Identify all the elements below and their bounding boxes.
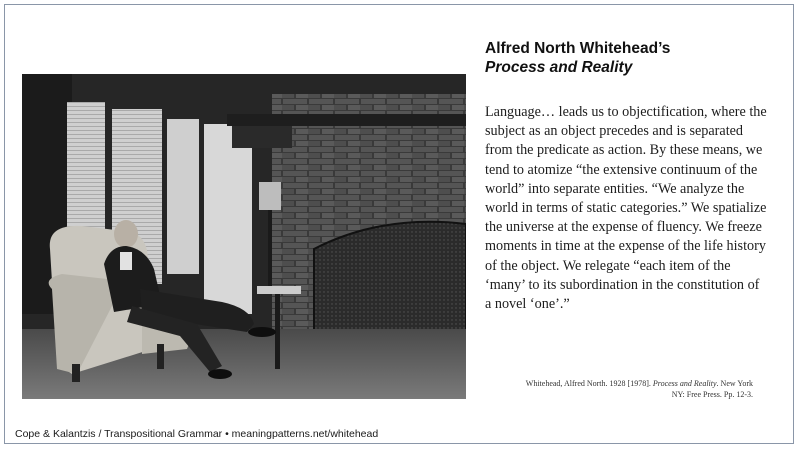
slide xyxy=(4,4,794,444)
citation-place: . New York xyxy=(716,379,753,388)
slide-title xyxy=(485,39,775,77)
citation-publisher: NY: Free Press. Pp. 12-3. xyxy=(671,390,753,399)
title-author: Alfred North Whitehead’s xyxy=(485,40,671,57)
whitehead-photograph xyxy=(22,74,466,399)
citation-book-title: Process and Reality xyxy=(652,379,717,388)
quote-text: Language… leads us to objectification, where the subject as an object precedes and is separated from the predicate as action. By these means, we tend to atomize “the extensive continuum of the world” into separate entities. “We analyze the world in terms of static categories.” We spatialize the universe at the expense of fluency. We freeze moments in time at the expense of the life history of the object. We relegate “each item of the ‘many’ to its subordination in the constitution of a novel ‘one’.” xyxy=(485,104,767,313)
citation-author-year: Whitehead, Alfred North. 1928 [1978]. xyxy=(525,379,653,388)
footer-credit: Cope & Kalantzis / Transpositional Grammar • meaningpatterns.net/whitehead xyxy=(15,428,379,440)
citation xyxy=(475,378,753,400)
title-work: Process and Reality xyxy=(485,59,633,76)
